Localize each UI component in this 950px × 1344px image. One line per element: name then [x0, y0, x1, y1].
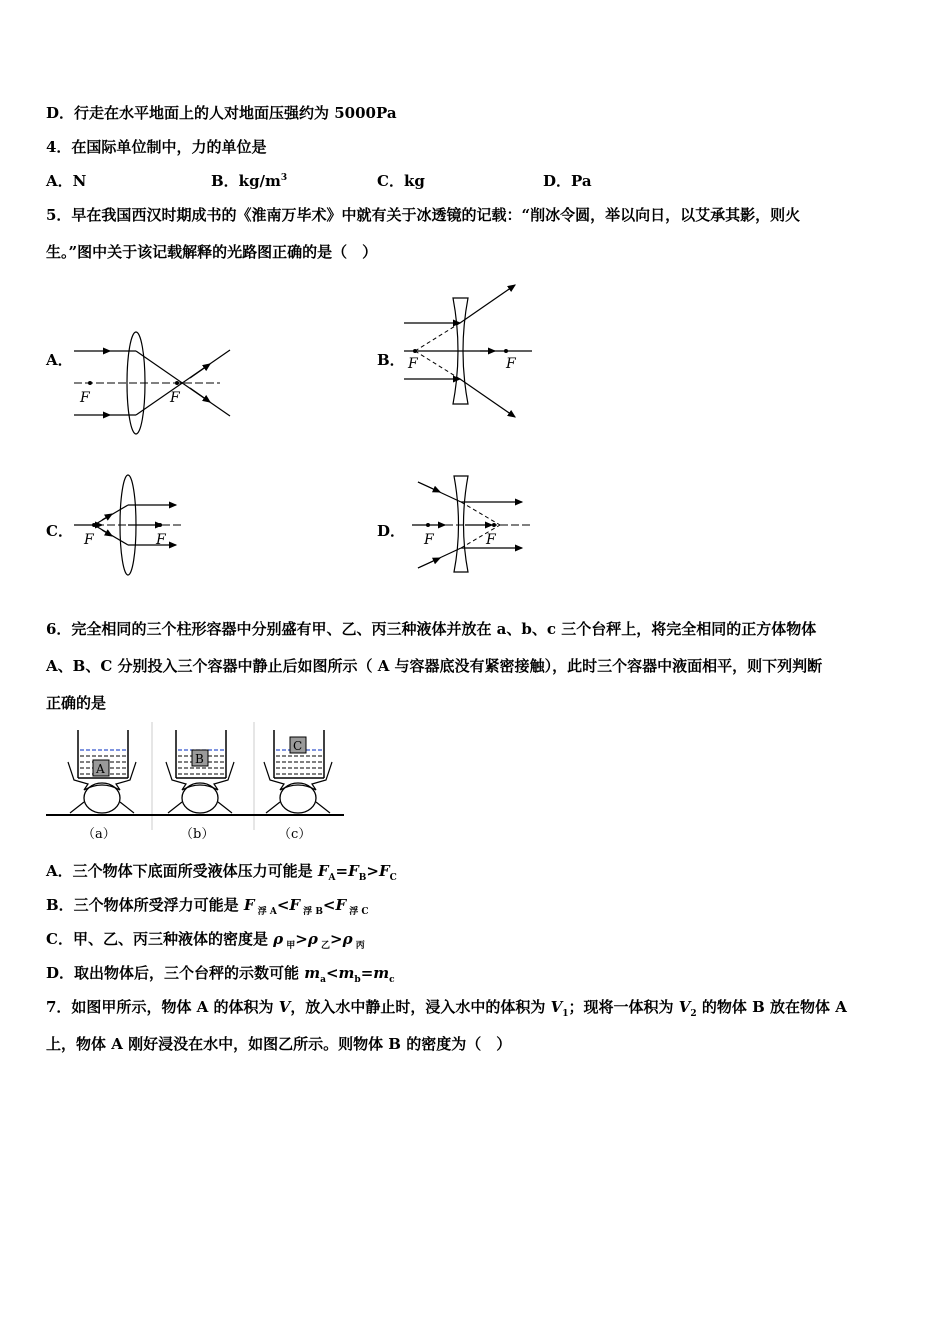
block-b-label: B [195, 752, 204, 766]
q6-option-d: D．取出物体后，三个台秤的示数可能 $m_a<m_b=m_c$ [46, 964, 395, 985]
q4-stem: 4．在国际单位制中，力的单位是 [46, 138, 267, 156]
block-c-label: C [293, 739, 303, 753]
focus-label: F [84, 532, 94, 548]
concave-lens [454, 476, 468, 572]
q6-option-a: A．三个物体下底面所受液体压力可能是 $F_A=F_B>F_C$ [46, 862, 397, 883]
container-b [152, 722, 234, 830]
q6-option-c: C．甲、乙、丙三种液体的密度是 ρ $_甲$>ρ $_乙$>ρ $_丙$ [46, 930, 365, 951]
q4-option-b: B．$kg/m^3$ [211, 172, 288, 190]
caption-b: （b） [180, 827, 215, 842]
q5-label-d: D． [377, 522, 406, 540]
q3-option-d: D．行走在水平地面上的人对地面压强约为 5000Pa [46, 104, 397, 122]
q5-stem-line2: 生。”图中关于该记载解释的光路图正确的是（ ） [46, 243, 378, 261]
q5-label-c: C． [46, 522, 73, 540]
caption-a: （a） [82, 827, 116, 842]
focus-label: F [506, 356, 516, 372]
caption-c: （c） [278, 827, 312, 842]
q6-figure [44, 722, 349, 847]
q5-label-b: B． [377, 351, 405, 369]
q5-stem-line1: 5．早在我国西汉时期成书的《淮南万毕术》中就有关于冰透镜的记载：“削冰令圆，举以向日，以艾承其影，则火 [46, 206, 801, 224]
q6-stem-line3: 正确的是 [46, 694, 107, 712]
focus-label: F [170, 390, 180, 406]
q5-diagram-d [410, 472, 535, 578]
focus-label: F [486, 532, 496, 548]
q6-option-b: B．三个物体所受浮力可能是 F $_{浮 A}$<F $_{浮 B}$<F $_{浮 C}$ [46, 896, 369, 917]
q7-stem-line2: 上，物体 A 刚好浸没在水中，如图乙所示。则物体 B 的密度为（ ） [46, 1035, 512, 1053]
q6-stem-line1: 6．完全相同的三个柱形容器中分别盛有甲、乙、丙三种液体并放在 a、b、c 三个台秤上，将完全相同的正方体物体 [46, 620, 817, 638]
container-c [254, 722, 332, 830]
q4-option-d: D．Pa [543, 172, 592, 190]
focus-label: F [156, 532, 166, 548]
q6-stem-line2: A、B、C 分别投入三个容器中静止后如图所示（ A 与容器底没有紧密接触），此时三个容器中液面相平，则下列判断 [46, 657, 823, 675]
q5-diagram-a [70, 326, 240, 441]
q5-label-a: A． [46, 351, 73, 369]
q4-option-c: C．kg [377, 172, 425, 190]
q5-diagram-c [72, 472, 187, 578]
focus-label: F [408, 356, 418, 372]
q7-stem-line1: 7．如图甲所示，物体 A 的体积为 V，放入水中静止时，浸入水中的体积为 $V_1$；现将一体积为 $V_2$ 的物体 B 放在物体 A [46, 998, 847, 1019]
q4-option-a: A．N [46, 172, 87, 190]
q5-diagram-b [400, 280, 540, 425]
block-a-label: A [96, 762, 105, 776]
focus-label: F [80, 390, 90, 406]
focus-label: F [424, 532, 434, 548]
container-a [68, 730, 136, 813]
